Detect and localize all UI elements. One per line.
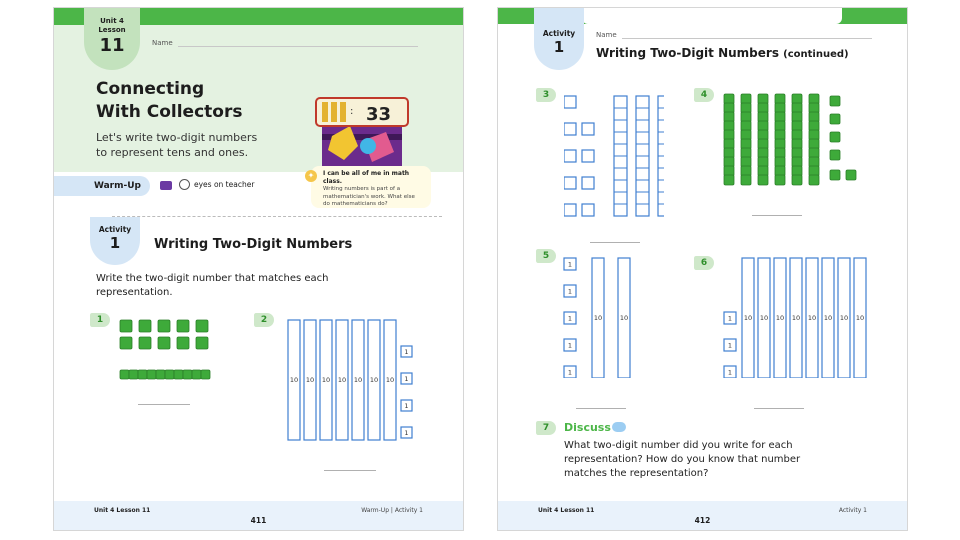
- connecting-cube: [201, 370, 210, 379]
- connecting-cube: [830, 150, 840, 160]
- connecting-cube: [158, 337, 170, 349]
- one-unit: [564, 177, 576, 189]
- connecting-cube: [775, 103, 785, 113]
- ten-label: 10: [321, 376, 331, 384]
- connecting-cube: [724, 175, 734, 185]
- connecting-cube: [809, 112, 819, 122]
- connecting-cube: [724, 112, 734, 122]
- connecting-cube: [120, 370, 129, 379]
- connecting-cube: [741, 166, 751, 176]
- footer-section: Warm-Up | Activity 1: [361, 507, 423, 514]
- ten-label: 10: [289, 376, 299, 384]
- eyes-on-teacher-label: eyes on teacher: [194, 180, 255, 189]
- problem-3-base-ten-blocks: [564, 88, 664, 223]
- one-label: 1: [404, 401, 409, 410]
- connecting-cube: [741, 130, 751, 140]
- footer-lesson: Unit 4 Lesson 11: [538, 507, 595, 514]
- name-label: Name: [596, 31, 617, 39]
- problem-6-number: 6: [694, 256, 714, 270]
- connecting-cube: [183, 370, 192, 379]
- one-unit: [582, 177, 594, 189]
- one-label: 1: [567, 341, 573, 350]
- activity-title: [596, 45, 849, 63]
- connecting-cube: [724, 157, 734, 167]
- workbook-page-412: [498, 8, 907, 530]
- screen-icon: [160, 181, 172, 190]
- connecting-cube: [165, 370, 174, 379]
- connecting-cube: [792, 166, 802, 176]
- connecting-cube: [830, 132, 840, 142]
- lesson-title: [96, 78, 242, 124]
- workbook-page-411: [54, 8, 463, 530]
- discuss-line-3: matches the representation?: [564, 468, 709, 479]
- discuss-question: [564, 439, 800, 481]
- footer-lesson: Unit 4 Lesson 11: [94, 507, 151, 514]
- connecting-cube: [809, 94, 819, 104]
- connecting-cube: [830, 96, 840, 106]
- ten-label: 10: [823, 314, 833, 322]
- connecting-cube: [724, 94, 734, 104]
- connecting-cube: [792, 103, 802, 113]
- activity-label: Activity: [98, 225, 132, 234]
- ten-label: 10: [593, 314, 603, 322]
- lesson-tab: [84, 8, 140, 70]
- connecting-cube: [775, 130, 785, 140]
- activity-tab: [90, 217, 140, 265]
- connecting-cube: [139, 337, 151, 349]
- one-unit: [582, 204, 594, 216]
- connecting-cube: [775, 148, 785, 158]
- connecting-cube: [177, 337, 189, 349]
- connecting-cube: [192, 370, 201, 379]
- connecting-cube: [724, 166, 734, 176]
- problem-4-cube-towers: [722, 88, 862, 188]
- connecting-cube: [741, 139, 751, 149]
- connecting-cube: [741, 103, 751, 113]
- ten-label: 10: [743, 314, 753, 322]
- activity-instructions: [96, 272, 329, 300]
- name-line[interactable]: [178, 46, 418, 47]
- connecting-cube: [775, 94, 785, 104]
- problem-2-answer-line[interactable]: [324, 470, 376, 471]
- connecting-cube: [809, 157, 819, 167]
- speech-bubble-icon: [612, 422, 626, 432]
- connecting-cube: [758, 157, 768, 167]
- connecting-cube: [775, 175, 785, 185]
- problem-7-number: 7: [536, 421, 556, 435]
- ten-label: 10: [839, 314, 849, 322]
- footer-section: Activity 1: [838, 507, 867, 514]
- star-icon: ✦: [305, 170, 317, 182]
- connecting-cube: [758, 139, 768, 149]
- connecting-cube: [724, 121, 734, 131]
- connecting-cube: [758, 175, 768, 185]
- problem-6-base-ten-blocks: [720, 248, 880, 378]
- title-line-1: Connecting: [96, 79, 205, 99]
- connecting-cube: [724, 148, 734, 158]
- warmup-label: Warm-Up: [94, 181, 141, 191]
- lesson-label: Lesson: [98, 26, 126, 34]
- one-unit: [582, 150, 594, 162]
- problem-6-answer-line[interactable]: [754, 408, 804, 409]
- ten-label: 10: [353, 376, 363, 384]
- connecting-cube: [809, 148, 819, 158]
- identity-callout: [307, 166, 431, 208]
- lesson-subtitle: [96, 130, 257, 160]
- one-unit: [564, 96, 576, 108]
- connecting-cube: [792, 112, 802, 122]
- page-footer: [54, 501, 463, 530]
- one-label: 1: [404, 347, 409, 356]
- collection-illustration: [308, 80, 418, 168]
- connecting-cube: [775, 157, 785, 167]
- activity-number: 1: [553, 38, 565, 56]
- connecting-cube: [120, 320, 132, 332]
- problem-1-answer-line[interactable]: [138, 404, 190, 405]
- unit-label: Unit 4: [100, 17, 124, 25]
- connecting-cube: [792, 121, 802, 131]
- banner-number: 33: [366, 104, 392, 125]
- page-footer: [498, 501, 907, 530]
- page-number: 412: [694, 516, 711, 525]
- section-divider: [112, 216, 442, 217]
- connecting-cube: [809, 139, 819, 149]
- callout-body-3: do mathematicians do?: [323, 201, 388, 207]
- one-unit: [564, 123, 576, 135]
- ten-label: 10: [619, 314, 629, 322]
- connecting-cube: [724, 130, 734, 140]
- connecting-cube: [809, 130, 819, 140]
- connecting-cube: [809, 103, 819, 113]
- one-unit: [564, 204, 576, 216]
- warmup-pill: [54, 176, 150, 196]
- one-unit: [582, 123, 594, 135]
- connecting-cube: [758, 130, 768, 140]
- connecting-cube: [741, 175, 751, 185]
- connecting-cube: [809, 121, 819, 131]
- connecting-cube: [792, 94, 802, 104]
- title-line-2: With Collectors: [96, 102, 243, 122]
- instruction-line-1: Write the two-digit number that matches each: [96, 273, 329, 284]
- ten-label: 10: [775, 314, 785, 322]
- one-label: 1: [727, 368, 733, 377]
- connecting-cube: [741, 148, 751, 158]
- subtitle-line-2: to represent tens and ones.: [96, 146, 249, 159]
- discuss-line-1: What two-digit number did you write for each: [564, 440, 793, 451]
- problem-3-answer-line[interactable]: [590, 242, 640, 243]
- problem-5-number: 5: [536, 249, 556, 263]
- discuss-line-2: representation? How do you know that number: [564, 454, 801, 465]
- connecting-cube: [758, 103, 768, 113]
- connecting-cube: [196, 320, 208, 332]
- connecting-cube: [830, 170, 840, 180]
- connecting-cube: [724, 139, 734, 149]
- activity-label: Activity: [542, 29, 576, 38]
- connecting-cube: [775, 166, 785, 176]
- connecting-cube: [158, 320, 170, 332]
- svg-text::: :: [350, 106, 354, 117]
- name-label: Name: [152, 39, 173, 47]
- page-number: 411: [250, 516, 267, 525]
- one-label: 1: [727, 314, 733, 323]
- connecting-cube: [741, 121, 751, 131]
- problem-4-answer-line[interactable]: [752, 215, 802, 216]
- connecting-cube: [846, 170, 856, 180]
- connecting-cube: [758, 121, 768, 131]
- connecting-cube: [830, 114, 840, 124]
- activity-title: Writing Two-Digit Numbers: [154, 237, 353, 252]
- connecting-cube: [758, 148, 768, 158]
- activity-tab: [534, 8, 584, 70]
- problem-3-number: 3: [536, 88, 556, 102]
- name-line[interactable]: [622, 38, 872, 39]
- connecting-cube: [138, 370, 147, 379]
- connecting-cube: [809, 166, 819, 176]
- title-text: Writing Two-Digit Numbers: [596, 46, 779, 60]
- connecting-cube: [724, 103, 734, 113]
- problem-1-cubes: [114, 310, 224, 390]
- one-label: 1: [567, 314, 573, 323]
- discuss-label: Discuss: [564, 421, 611, 434]
- subtitle-line-1: Let's write two-digit numbers: [96, 131, 258, 144]
- one-label: 1: [404, 428, 409, 437]
- activity-number: 1: [109, 234, 121, 252]
- connecting-cube: [741, 157, 751, 167]
- connecting-cube: [809, 175, 819, 185]
- connecting-cube: [741, 94, 751, 104]
- instruction-line-2: representation.: [96, 287, 173, 298]
- problem-5-base-ten-blocks: [562, 248, 642, 378]
- eye-icon: [179, 179, 190, 190]
- connecting-cube: [775, 112, 785, 122]
- connecting-cube: [741, 112, 751, 122]
- ten-label: 10: [369, 376, 379, 384]
- ten-label: 10: [305, 376, 315, 384]
- ten-label: 10: [385, 376, 395, 384]
- connecting-cube: [792, 130, 802, 140]
- one-label: 1: [567, 368, 573, 377]
- one-label: 1: [404, 374, 409, 383]
- connecting-cube: [129, 370, 138, 379]
- lesson-number: 11: [99, 35, 125, 56]
- ten-label: 10: [807, 314, 817, 322]
- ten-label: 10: [791, 314, 801, 322]
- connecting-cube: [177, 320, 189, 332]
- connecting-cube: [758, 166, 768, 176]
- connecting-cube: [792, 157, 802, 167]
- one-unit: [564, 150, 576, 162]
- connecting-cube: [758, 112, 768, 122]
- connecting-cube: [147, 370, 156, 379]
- connecting-cube: [758, 94, 768, 104]
- one-label: 1: [567, 260, 573, 269]
- connecting-cube: [174, 370, 183, 379]
- connecting-cube: [775, 139, 785, 149]
- callout-body-2: mathematician's work. What else: [323, 193, 415, 200]
- callout-title: I can be all of me in math class.: [323, 170, 410, 185]
- connecting-cube: [775, 121, 785, 131]
- one-label: 1: [567, 287, 573, 296]
- callout-body-1: Writing numbers is part of a: [323, 186, 401, 192]
- connecting-cube: [792, 148, 802, 158]
- connecting-cube: [196, 337, 208, 349]
- problem-2-base-ten-blocks: [284, 310, 424, 444]
- problem-4-number: 4: [694, 88, 714, 102]
- one-label: 1: [727, 341, 733, 350]
- ten-label: 10: [337, 376, 347, 384]
- connecting-cube: [792, 175, 802, 185]
- connecting-cube: [156, 370, 165, 379]
- ten-label: 10: [759, 314, 769, 322]
- title-suffix: (continued): [783, 49, 849, 60]
- problem-2-number: 2: [254, 313, 274, 327]
- problem-5-answer-line[interactable]: [576, 408, 626, 409]
- connecting-cube: [792, 139, 802, 149]
- problem-1-number: 1: [90, 313, 110, 327]
- connecting-cube: [139, 320, 151, 332]
- ten-label: 10: [855, 314, 865, 322]
- connecting-cube: [120, 337, 132, 349]
